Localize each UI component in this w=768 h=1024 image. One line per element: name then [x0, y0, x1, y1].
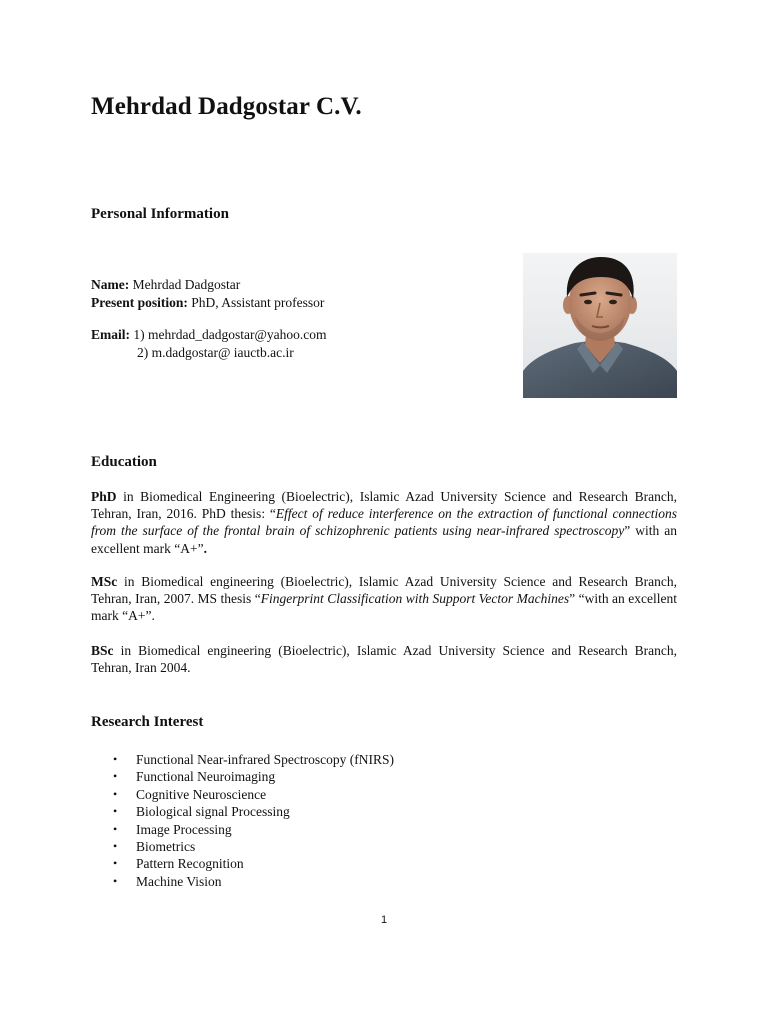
cv-title: Mehrdad Dadgostar C.V.: [91, 93, 362, 120]
phd-degree: PhD: [91, 489, 117, 504]
msc-text-1: in Biomedical engineering (Bioelectric), Islamic Azad University Science and Research Branch, Tehran, Iran, 2007. MS thesis “: [91, 574, 677, 607]
bsc-degree: BSc: [91, 643, 114, 658]
bullet-icon: •: [113, 873, 118, 888]
name-label: Name:: [91, 277, 130, 292]
interest-label: Functional Near-infrared Spectroscopy (fNIRS): [136, 752, 395, 767]
bullet-icon: •: [113, 804, 118, 819]
bullet-icon: •: [113, 752, 118, 766]
education-heading: Education: [91, 454, 157, 470]
page-number: 1: [380, 914, 388, 926]
msc-entry: [91, 573, 677, 625]
profile-photo: [523, 253, 677, 398]
msc-degree: MSc: [91, 574, 118, 589]
phd-entry: [91, 488, 677, 557]
phd-thesis: Effect of reduce interference on the extraction of functional connections from the surface of the frontal brain of schizophrenic patients using near-infrared spectroscopy: [91, 506, 677, 539]
interest-label: Pattern Recognition: [136, 856, 244, 872]
name-line: [91, 276, 240, 294]
list-item: [91, 803, 394, 820]
email-1[interactable]: 1) mehrdad_dadgostar@yahoo.com: [130, 327, 327, 342]
bullet-icon: •: [113, 769, 118, 784]
phd-text-1: in Biomedical Engineering (Bioelectric), Islamic Azad University Science and Research Branch, Tehran, Iran, 2016. PhD thesis: “: [91, 489, 677, 522]
list-item: [91, 786, 394, 803]
interest-label: Cognitive Neuroscience: [136, 786, 267, 802]
name-value: Mehrdad Dadgostar: [129, 277, 241, 292]
email-label: Email:: [91, 327, 130, 342]
bullet-icon: •: [113, 838, 118, 853]
interest-label: Machine Vision: [136, 873, 222, 889]
email-line-1: [91, 326, 327, 344]
interest-label: Functional Neuroimaging: [136, 769, 276, 785]
bsc-text-1: in Biomedical engineering (Bioelectric), Islamic Azad University Science and Research Branch, Tehran, Iran 2004.: [91, 643, 677, 676]
list-item: [91, 838, 394, 855]
msc-thesis: Fingerprint Classification with Support Vector Machines: [260, 591, 570, 607]
email-line-2: [137, 344, 294, 362]
bsc-entry: [91, 642, 677, 676]
email-2[interactable]: 2) m.dadgostar@ iauctb.ac.ir: [137, 345, 294, 360]
position-line: [91, 294, 324, 312]
bullet-icon: •: [113, 786, 118, 801]
list-item: [91, 768, 394, 785]
personal-info-heading: Personal Information: [91, 206, 229, 222]
research-heading: Research Interest: [91, 714, 204, 730]
bullet-icon: •: [113, 856, 118, 871]
bullet-icon: •: [113, 821, 118, 836]
research-interest-list: [91, 751, 394, 890]
list-item: [91, 873, 394, 890]
msc-text-2: ” “with an excellent mark “A+”.: [91, 591, 677, 624]
list-item: [91, 751, 394, 768]
position-label: Present position:: [91, 295, 188, 310]
phd-text-3: .: [203, 540, 207, 556]
phd-text-2: ” with an excellent mark “A+”: [91, 523, 677, 556]
interest-label: Biological signal Processing: [136, 804, 290, 820]
interest-label: Biometrics: [136, 838, 196, 854]
interest-label: Image Processing: [136, 821, 232, 837]
position-value: PhD, Assistant professor: [187, 295, 325, 310]
list-item: [91, 855, 394, 872]
list-item: [91, 821, 394, 838]
